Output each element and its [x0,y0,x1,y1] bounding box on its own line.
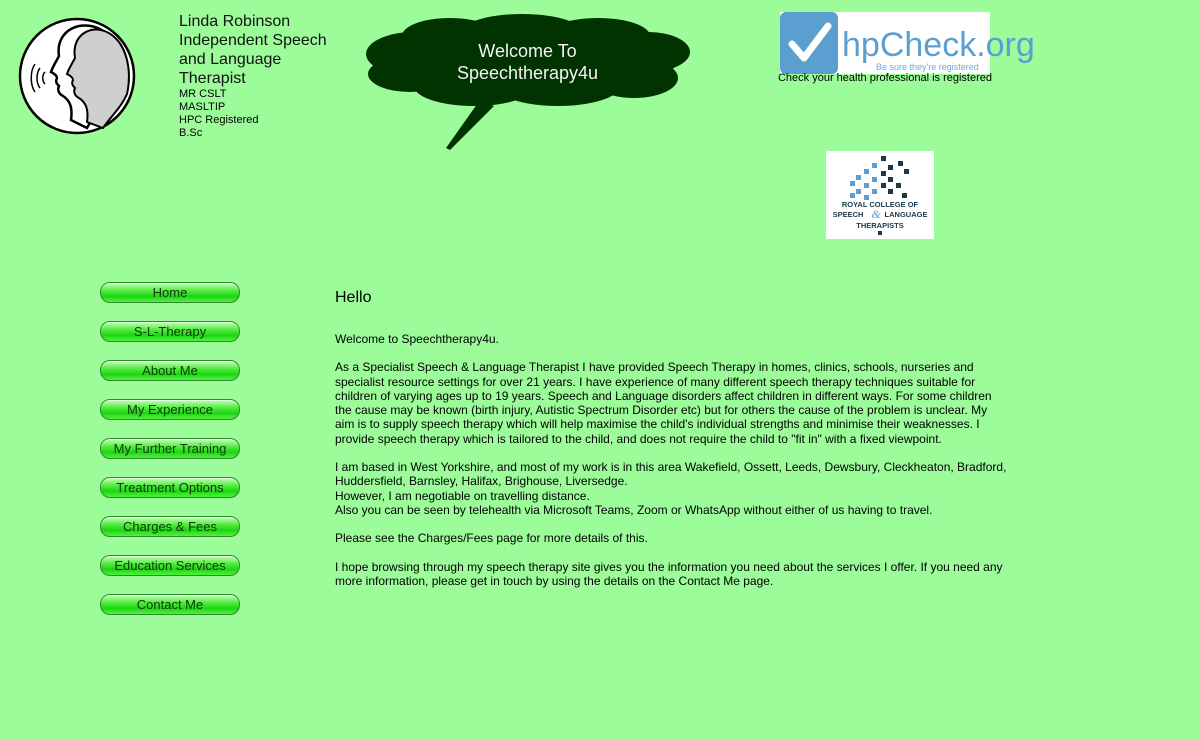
nav-education-services-button[interactable]: Education Services [100,555,240,576]
text-line: aim is to supply speech therapy which will help maximise the child's individual strengths and minimise their weaknesses. I [335,417,980,432]
hpcheck-tagline: Be sure they're registered [876,62,979,72]
hpcheck-caption: Check your health professional is registered [777,72,992,84]
nav-further-training-button[interactable]: My Further Training [100,438,240,459]
text-line: However, I am negotiable on travelling distance. [335,488,590,503]
text-line: the cause may be known (birth injury, Autistic Spectrum Disorder etc) but for others the cause of the problem is unclear. My [335,403,988,418]
hpcheck-logo-text: hpCheck.org [842,26,1035,64]
page-title: Hello [335,289,372,306]
welcome-line: Welcome To [478,41,577,61]
text-line: I hope browsing through my speech therapy site gives you the information you need about the services I offer. If you need any [335,559,1003,574]
text-line: I am based in West Yorkshire, and most of my work is in this area Wakefield, Ossett, Leeds, Dewsbury, Cleckheaton, Bradford, [335,460,1007,475]
name-line: Therapist [179,70,246,87]
text-line: provide speech therapy which is tailored to the child, and does not require the child to "fit in" with a fixed viewpoint. [335,431,942,446]
nav-treatment-options-button[interactable]: Treatment Options [100,477,240,498]
experience-paragraph [335,360,1015,446]
qualification: B.Sc [179,127,203,139]
hpcheck-logo[interactable] [780,12,1035,74]
text-line: As a Specialist Speech & Language Therapist I have provided Speech Therapy in homes, clinics, schools, nurseries and [335,360,974,375]
speech-faces-logo [17,16,137,136]
nav-my-experience-button[interactable]: My Experience [100,399,240,420]
name-line: Linda Robinson [179,13,291,30]
closing-paragraph [335,560,1015,589]
nav-sl-therapy-button[interactable]: S-L-Therapy [100,321,240,342]
rcslt-ampersand: & [871,207,881,221]
qualification: MASLTIP [179,101,226,113]
text-line: Huddersfield, Barnsley, Halifax, Brighouse, Liversedge. [335,474,628,489]
qualification: MR CSLT [179,88,227,100]
text-line: more information, please get in touch by using the details on the Contact Me page. [335,573,774,588]
text-line: Also you can be seen by telehealth via Microsoft Teams, Zoom or WhatsApp without either of us having to travel. [335,502,933,517]
location-paragraph [335,460,1015,517]
welcome-heading [420,40,635,84]
rcslt-text: LANGUAGE [884,210,928,219]
text-line: specialist resource settings for over 21 years. I have experience of many different speech therapy techniques suitable for [335,374,976,389]
name-line: and Language [179,51,282,68]
text-line: children of varying ages up to 19 years. Speech and Language disorders affect children in different ways. For some children [335,388,992,403]
therapist-name-block [179,12,349,140]
welcome-line: Speechtherapy4u [456,63,599,83]
nav-contact-me-button[interactable]: Contact Me [100,594,240,615]
name-line: Independent Speech [179,32,327,49]
nav-charges-fees-button[interactable]: Charges & Fees [100,516,240,537]
nav-about-me-button[interactable]: About Me [100,360,240,381]
nav-home-button[interactable]: Home [100,282,240,303]
main-content [335,288,1015,602]
rcslt-text: THERAPISTS [856,221,904,230]
fees-paragraph: Please see the Charges/Fees page for more details of this. [335,531,648,546]
intro-paragraph: Welcome to Speechtherapy4u. [335,332,499,346]
qualification: HPC Registered [179,114,259,126]
rcslt-text: SPEECH [832,210,864,219]
main-navigation [100,282,240,633]
rcslt-logo[interactable] [826,151,934,239]
rcslt-text: ROYAL COLLEGE OF [841,200,919,209]
